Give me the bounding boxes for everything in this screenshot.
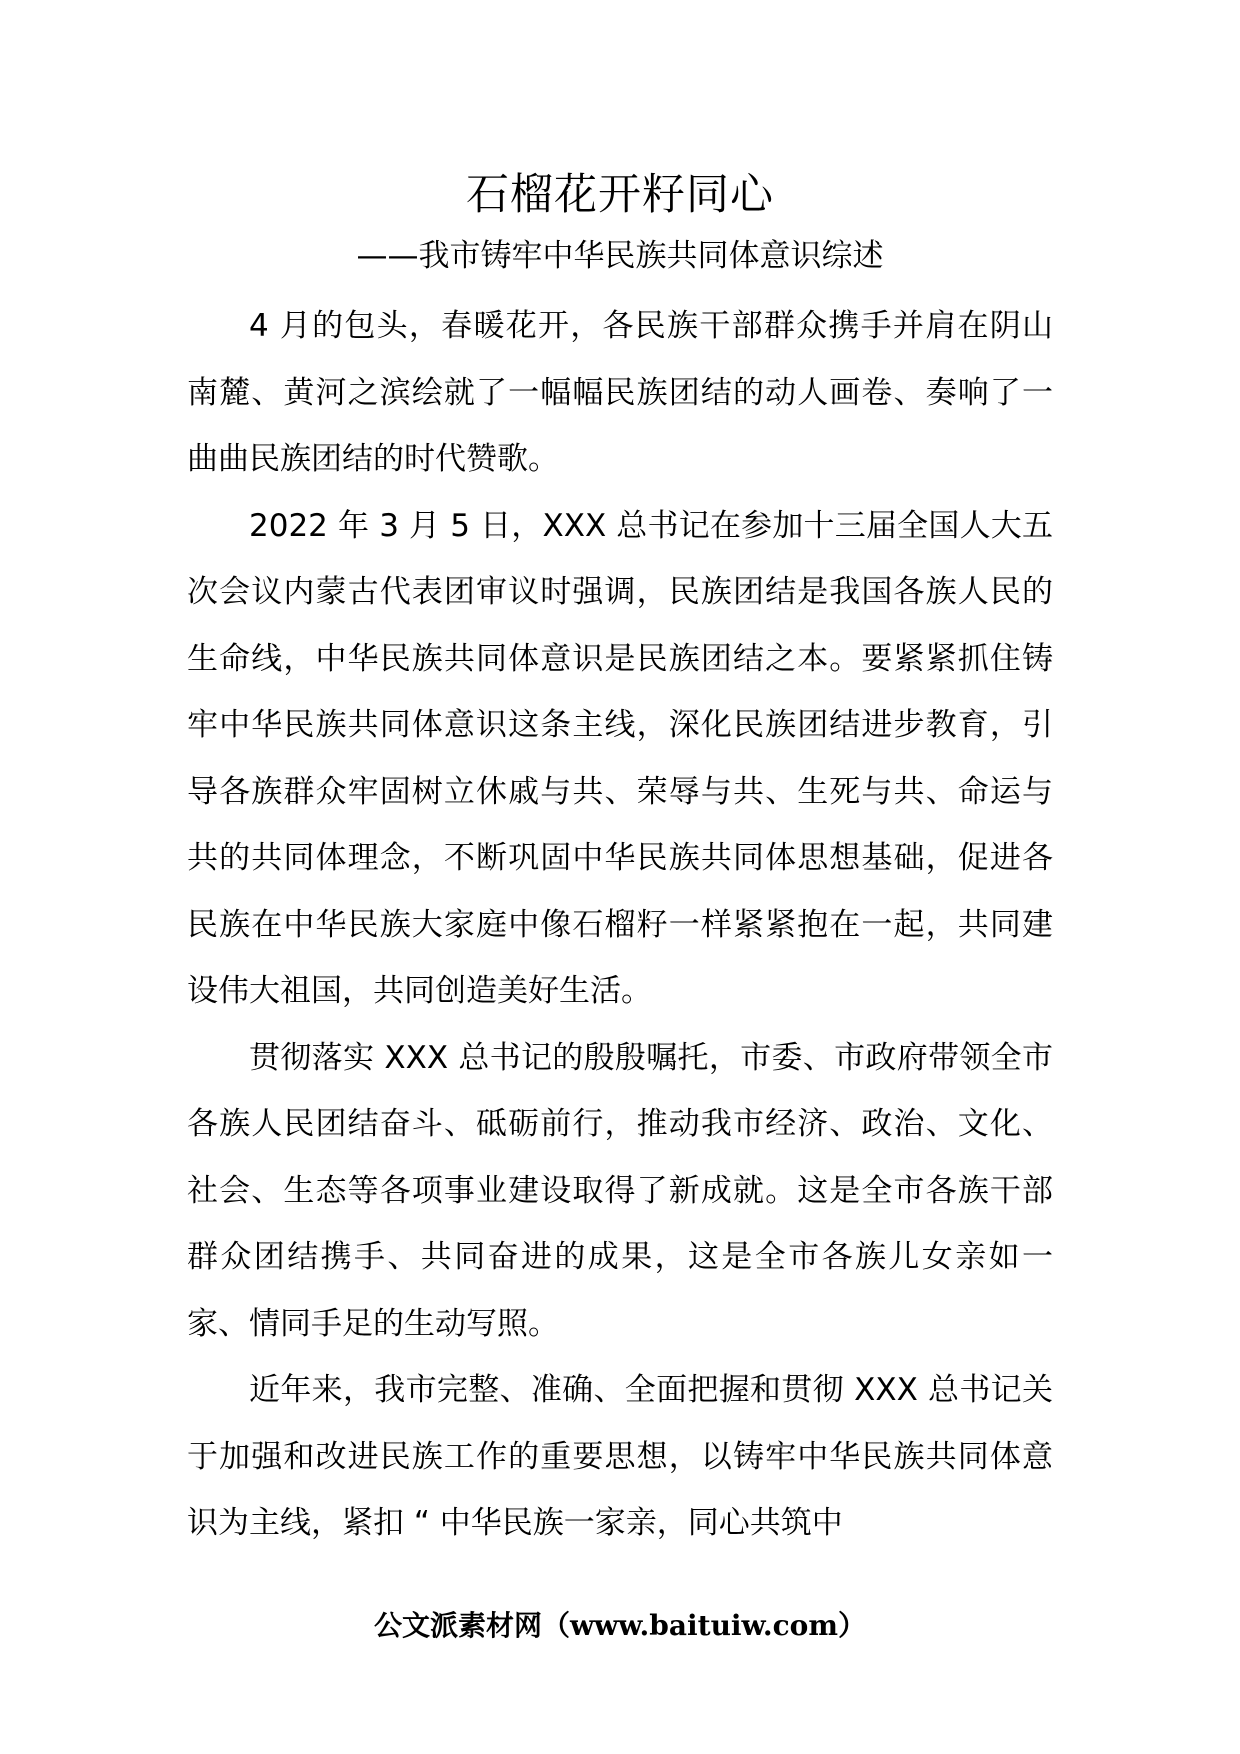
paragraph-4: 近年来，我市完整、准确、全面把握和贯彻 XXX 总书记关于加强和改进民族工作的重要思想，以铸牢中华民族共同体意识为主线，紧扣 “ 中华民族一家亲，同心共筑中 <box>187 1372 1053 1541</box>
document-page <box>187 165 1053 1557</box>
document-title: 石榴花开籽同心 <box>466 170 774 220</box>
paragraph-2: 2022 年 3 月 5 日，XXX 总书记在参加十三届全国人大五次会议内蒙古代表团审议时强调，民族团结是我国各族人民的生命线，中华民族共同体意识是民族团结之本。要紧紧抓住铸牢中华民族共同体意识这条主线，深化民族团结进步教育，引导各族群众牢固树立休戚与共、荣辱与共、生死与共、命运与共的共同体理念，不断巩固中华民族共同体思想基础，促进各民族在中华民族大家庭中像石榴籽一样紧紧抱在一起，共同建设伟大祖国，共同创造美好生活。 <box>187 507 1053 1009</box>
paragraph-3: 贯彻落实 XXX 总书记的殷殷嘱托，市委、市政府带领全市各族人民团结奋斗、砥砺前行，推动我市经济、政治、文化、社会、生态等各项事业建设取得了新成就。这是全市各族干部群众团结携手、共同奋进的成果，这是全市各族儿女亲如一家、情同手足的生动写照。 <box>187 1039 1053 1342</box>
paragraph-1: 4 月的包头，春暖花开，各民族干部群众携手并肩在阴山南麓、黄河之滨绘就了一幅幅民族团结的动人画卷、奏响了一曲曲民族团结的时代赞歌。 <box>187 308 1053 477</box>
footer-watermark: 公文派素材网（www.baituiw.com） <box>374 1609 866 1642</box>
document-subtitle: ——我市铸牢中华民族共同体意识综述 <box>356 238 884 274</box>
